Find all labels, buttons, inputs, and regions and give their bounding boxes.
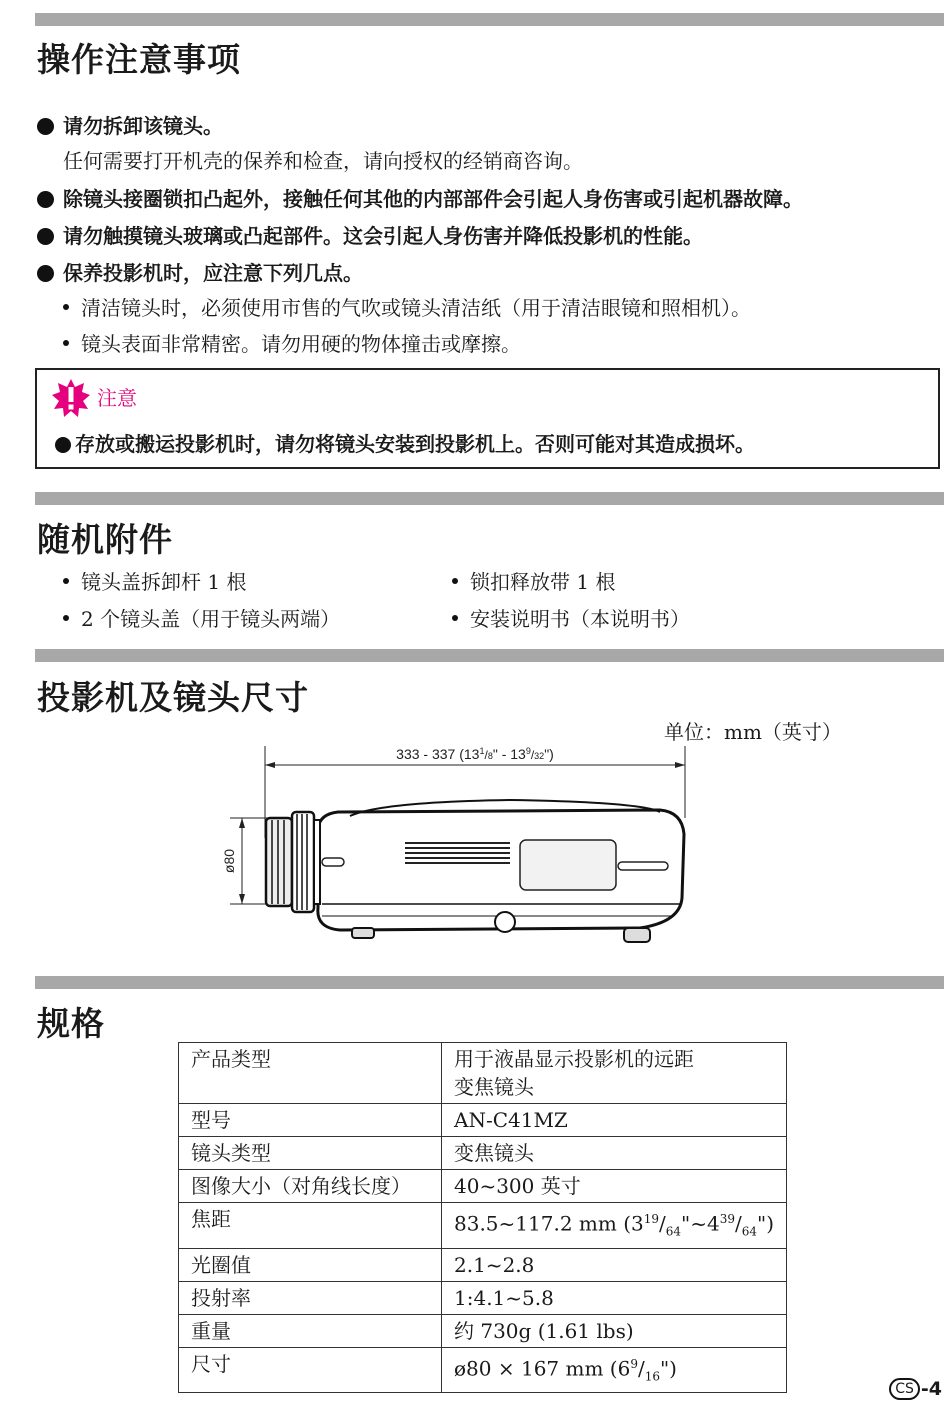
spec-value: 2.1~2.8: [442, 1248, 787, 1281]
bullet-item: 除镜头接圈锁扣凸起外，接触任何其他的内部部件会引起人身伤害或引起机器故障。: [37, 183, 803, 212]
spec-key: 图像大小（对角线长度）: [179, 1170, 442, 1203]
accessory-item: 锁扣释放带 1 根: [452, 566, 615, 595]
sub-bullet: 镜头表面非常精密。请勿用硬的物体撞击或摩擦。: [63, 328, 521, 357]
table-row: [179, 1281, 787, 1314]
spec-value: 约 730g (1.61 lbs): [442, 1314, 787, 1347]
bullet-subtext: 任何需要打开机壳的保养和检查，请向授权的经销商咨询。: [63, 149, 583, 173]
caution-text: 存放或搬运投影机时，请勿将镜头安装到投影机上。否则可能对其造成损坏。: [55, 428, 755, 457]
bullet-item: 请勿拆卸该镜头。: [37, 110, 223, 139]
spec-key: 产品类型: [179, 1043, 442, 1104]
section-bar: [35, 13, 944, 26]
spec-key: 焦距: [179, 1203, 442, 1249]
table-row: [179, 1347, 787, 1393]
section-title-operation: 操作注意事项: [37, 40, 241, 79]
spec-key: 镜头类型: [179, 1137, 442, 1170]
table-row: [179, 1137, 787, 1170]
table-row: [179, 1203, 787, 1249]
section-title-accessories: 随机附件: [37, 520, 173, 559]
caution-title: 注意: [97, 386, 137, 410]
spec-table: [178, 1042, 787, 1393]
caution-icon: [51, 378, 91, 418]
table-row: [179, 1248, 787, 1281]
spec-value: 40~300 英寸: [442, 1170, 787, 1203]
diameter-dimension-label: ø80: [221, 848, 237, 874]
length-dimension-label: 333 - 337 ($13^1/8$" - $13^9/32$"): [396, 746, 554, 762]
spec-key: 重量: [179, 1314, 442, 1347]
spec-value: 用于液晶显示投影机的远距 变焦镜头: [442, 1043, 787, 1104]
bullet-item: 保养投影机时，应注意下列几点。: [37, 257, 363, 286]
accessory-item: 2 个镜头盖（用于镜头两端）: [63, 603, 340, 632]
page-number: CS -4: [889, 1378, 942, 1400]
spec-key: 型号: [179, 1104, 442, 1137]
spec-value: ø80 × 167 mm $(6^9/_{16}")$: [442, 1347, 787, 1393]
section-title-specifications: 规格: [37, 1004, 105, 1043]
section-bar: [35, 649, 944, 662]
section-bar: [35, 976, 944, 989]
projector-dimension-drawing: [220, 738, 700, 958]
accessory-item: 镜头盖拆卸杆 1 根: [63, 566, 246, 595]
spec-key: 光圈值: [179, 1248, 442, 1281]
table-row: [179, 1314, 787, 1347]
spec-value: 1:4.1~5.8: [442, 1281, 787, 1314]
unit-label: 单位：mm（英寸）: [664, 720, 842, 744]
spec-value: AN-C41MZ: [442, 1104, 787, 1137]
spec-value: 变焦镜头: [442, 1137, 787, 1170]
section-bar: [35, 492, 944, 505]
table-row: [179, 1170, 787, 1203]
spec-key: 投射率: [179, 1281, 442, 1314]
sub-bullet: 清洁镜头时，必须使用市售的气吹或镜头清洁纸（用于清洁眼镜和照相机）。: [63, 292, 751, 321]
table-row: [179, 1043, 787, 1104]
section-title-dimensions: 投影机及镜头尺寸: [37, 678, 309, 717]
table-row: [179, 1104, 787, 1137]
spec-value: 83.5~117.2 mm $(3^{19}/_{64}"\sim 4^{39}/_{64}")$: [442, 1203, 787, 1249]
spec-key: 尺寸: [179, 1347, 442, 1393]
accessory-item: 安装说明书（本说明书）: [452, 603, 690, 632]
bullet-item: 请勿触摸镜头玻璃或凸起部件。这会引起人身伤害并降低投影机的性能。: [37, 220, 703, 249]
language-badge: CS: [889, 1378, 920, 1400]
caution-box: [35, 368, 940, 469]
